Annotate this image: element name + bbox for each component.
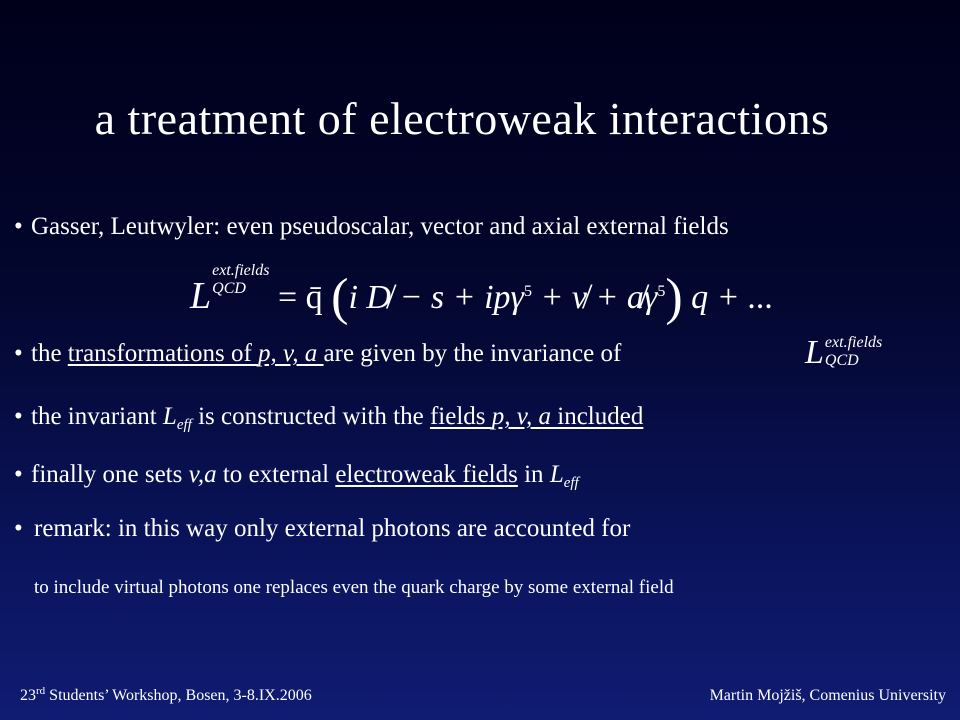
bullet-text: finally one sets <box>31 461 189 488</box>
leff-subscript: eff <box>563 475 579 491</box>
leff-L: L <box>549 461 564 488</box>
bullet-dot-icon: • <box>14 213 23 240</box>
formula-body-2: + v̸ + a̸γ <box>531 279 658 316</box>
inline-superscript: ext.fields <box>824 334 883 351</box>
bullet-text: the <box>31 340 68 367</box>
bullet-text: Gasser, Leutwyler: even pseudoscalar, vector and axial external fields <box>31 213 729 240</box>
lagrangian-formula <box>190 262 774 326</box>
bullet-text-end: in <box>517 461 550 488</box>
footer-ordinal: rd <box>36 685 46 697</box>
bullet-dot-icon: • <box>14 515 23 542</box>
formula-indices <box>212 262 269 298</box>
formula-power-1: 5 <box>523 283 532 300</box>
bullet-dot-icon: • <box>14 340 23 367</box>
formula-tail: q + ... <box>682 279 774 316</box>
inline-L: L <box>805 334 824 371</box>
formula-subscript: QCD <box>212 280 246 297</box>
bullet-gasser-leutwyler <box>14 213 729 241</box>
formula-body: i D̸ − s + ipγ <box>348 279 524 316</box>
formula-L: L <box>190 275 212 317</box>
footer-workshop-text: Students’ Workshop, Bosen, 3-8.IX.2006 <box>45 687 312 704</box>
virtual-photons-note: to include virtual photons one replaces even the quark charge by some external field <box>34 577 674 598</box>
formula-close-paren: ) <box>665 269 683 326</box>
underlined-fields: p, v, a <box>258 340 324 367</box>
inline-lagrangian <box>805 334 882 372</box>
bullet-text: the invariant <box>31 403 163 430</box>
bullet-transformations <box>14 340 621 368</box>
bullet-remark <box>14 515 630 543</box>
bullet-dot-icon: • <box>14 461 23 488</box>
formula-open-paren: ( <box>331 269 349 326</box>
va-symbols: v,a <box>188 461 217 488</box>
inline-subscript: QCD <box>824 352 859 369</box>
underlined-electroweak: electroweak fields <box>335 461 518 488</box>
formula-lhs-eq: = q̄ <box>269 279 332 316</box>
formula-power-2: 5 <box>657 283 666 300</box>
bullet-text-mid: to external <box>216 461 336 488</box>
inline-indices <box>825 334 882 370</box>
leff-subscript: eff <box>176 417 192 433</box>
footer-number: 23 <box>20 687 36 704</box>
underlined-included: included <box>551 403 644 430</box>
slide-title: a treatment of electroweak interactions <box>94 93 830 144</box>
bullet-dot-icon: • <box>14 403 23 430</box>
bullet-invariant-leff <box>14 403 643 431</box>
bullet-text-end: are given by the invariance of <box>323 340 622 367</box>
underlined-text: transformations of <box>67 340 259 367</box>
underlined-fields: p, v, a <box>491 403 552 430</box>
bullet-finally <box>14 461 579 489</box>
underlined-fields-label: fields <box>429 403 492 430</box>
bullet-text-mid: is constructed with the <box>191 403 430 430</box>
footer-workshop <box>20 687 312 705</box>
footer-author: Martin Mojžiš, Comenius University <box>709 687 946 704</box>
leff-L: L <box>162 403 177 430</box>
formula-superscript: ext.fields <box>212 262 270 279</box>
bullet-text: remark: in this way only external photons are accounted for <box>34 515 631 542</box>
